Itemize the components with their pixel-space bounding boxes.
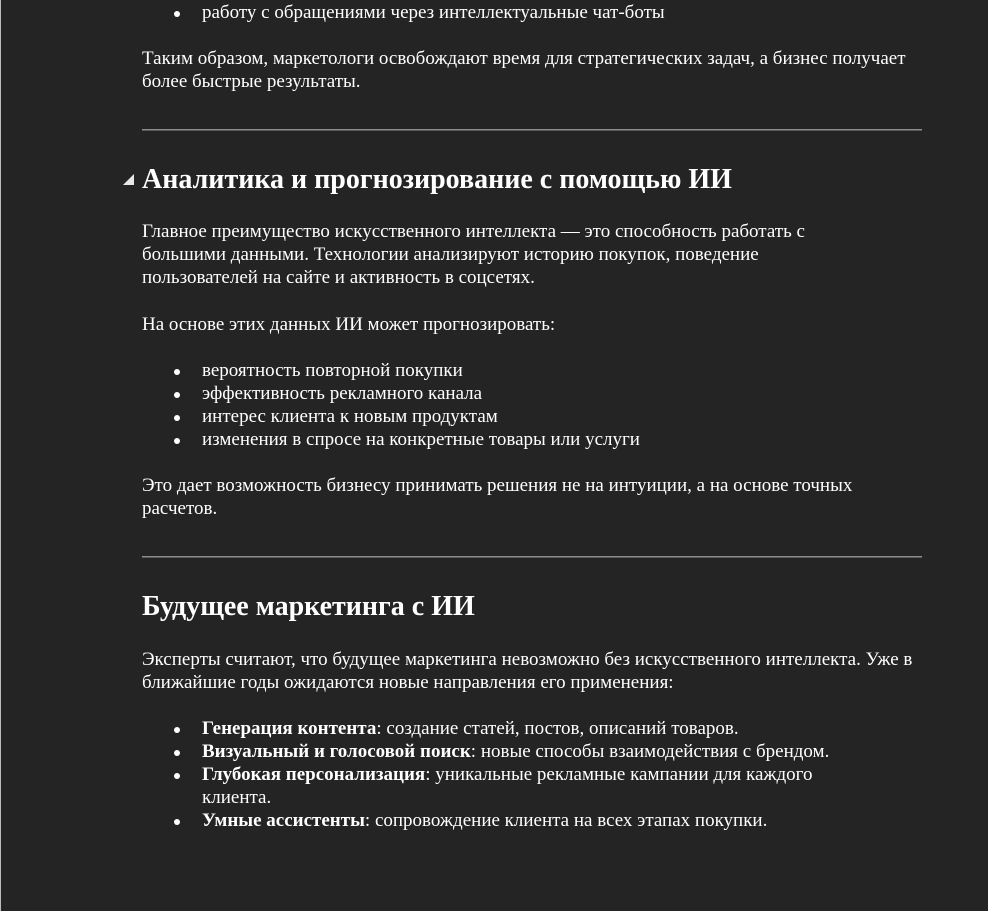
bullet-icon <box>174 392 180 398</box>
paragraph-future-intro: Эксперты считают, что будущее маркетинга невозможно без искусственного интеллекта. Уже в ближайшие годы ожидаются новые направления его применения: <box>142 649 913 693</box>
bullet-icon <box>174 369 180 375</box>
bullet-icon <box>174 750 180 756</box>
bullet-icon <box>174 11 180 17</box>
list-item: работу с обращениями через интеллектуальные чат-боты <box>142 1 922 24</box>
horizontal-rule <box>142 129 922 131</box>
section-heading-analytics[interactable]: Аналитика и прогнозирование с помощью ИИ <box>142 164 922 196</box>
bullet-icon <box>174 438 180 444</box>
horizontal-rule <box>142 556 922 558</box>
list-item-term: Умные ассистенты <box>202 810 365 831</box>
section-heading-future[interactable]: Будущее маркетинга с ИИ <box>142 591 475 622</box>
list-item-term: Визуальный и голосовой поиск <box>202 741 471 762</box>
list-item: Умные ассистенты: сопровождение клиента на всех этапах покупки. <box>142 809 862 832</box>
paragraph-summary: Таким образом, маркетологи освобождают время для стратегических задач, а бизнес получает более быстрые результаты. <box>142 48 906 92</box>
bullet-icon <box>174 415 180 421</box>
list-item: эффективность рекламного канала <box>142 382 922 405</box>
paragraph-forecast-lead: На основе этих данных ИИ может прогнозировать: <box>142 314 556 335</box>
bullet-icon <box>174 727 180 733</box>
bullet-list-forecast <box>142 359 922 451</box>
paragraph-analytics-intro: Главное преимущество искусственного интеллекта — это способность работать с большими данными. Технологии анализируют историю покупок, поведение пользователей на сайте и активность в соцсетях. <box>142 221 805 288</box>
bullet-icon <box>174 819 180 825</box>
paragraph-analytics-conclusion: Это дает возможность бизнесу принимать решения не на интуиции, а на основе точных расчетов. <box>142 475 853 519</box>
bullet-icon <box>174 773 180 779</box>
list-item-term: Глубокая персонализация <box>202 764 426 785</box>
list-item: Визуальный и голосовой поиск: новые способы взаимодействия с брендом. <box>142 740 862 763</box>
list-item: Глубокая персонализация: уникальные рекламные кампании для каждого клиента. <box>142 763 862 809</box>
bullet-list-future <box>142 717 862 832</box>
list-item: Генерация контента: создание статей, постов, описаний товаров. <box>142 717 862 740</box>
window-left-border <box>0 0 1 911</box>
list-item: изменения в спросе на конкретные товары или услуги <box>142 428 922 451</box>
list-item: вероятность повторной покупки <box>142 359 922 382</box>
bullet-list-tail <box>142 1 922 24</box>
list-item: интерес клиента к новым продуктам <box>142 405 922 428</box>
collapse-triangle-icon[interactable] <box>123 174 134 185</box>
list-item-term: Генерация контента <box>202 718 377 739</box>
